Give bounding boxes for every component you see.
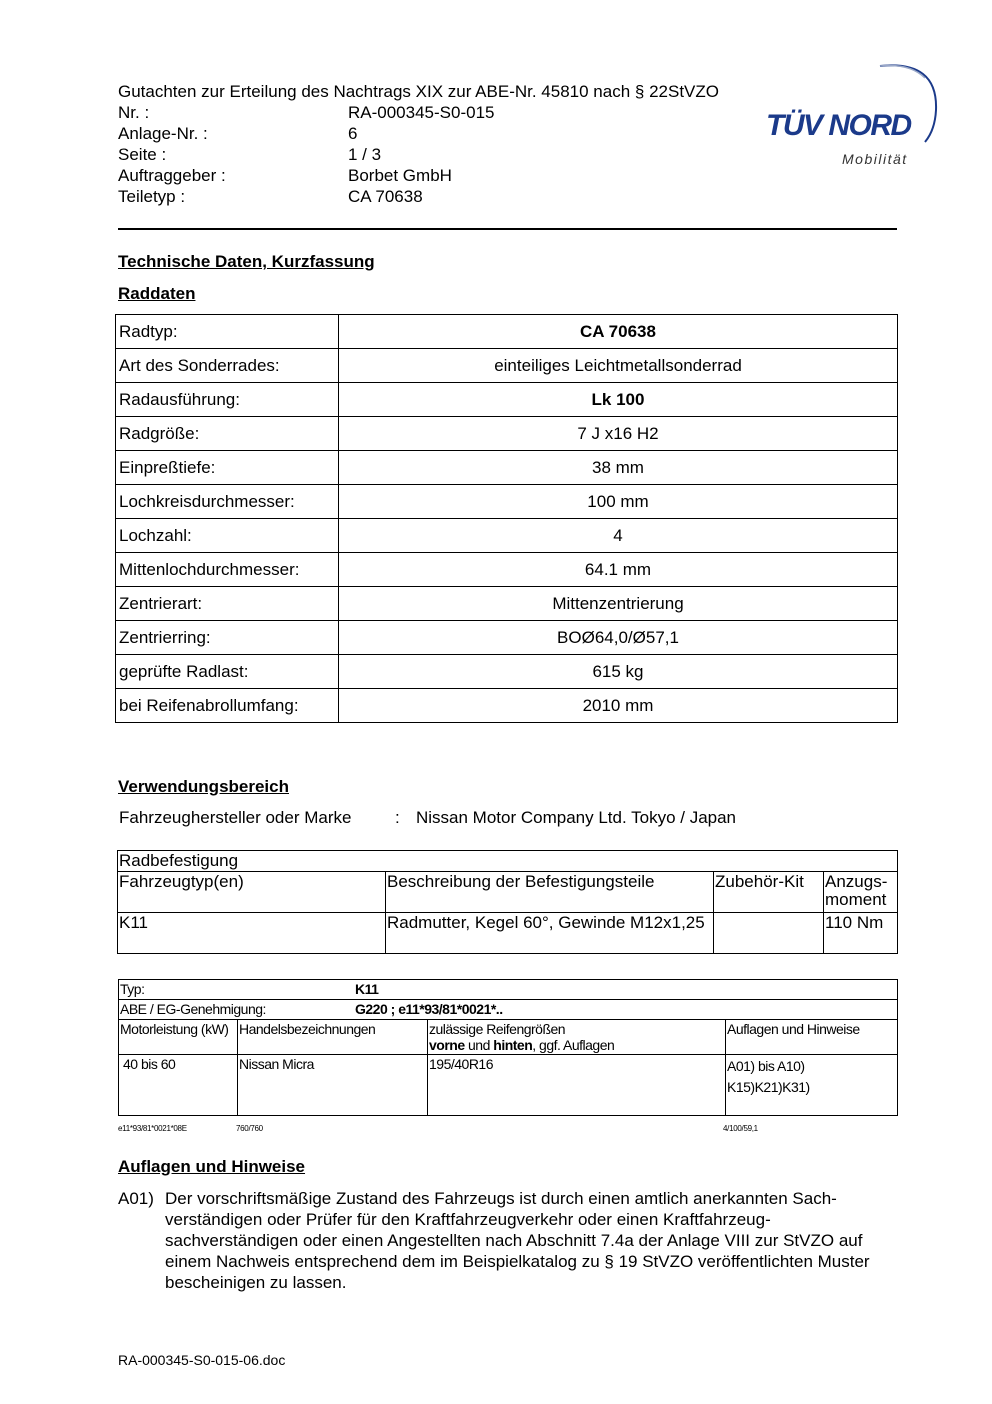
radbefestigung-title: Radbefestigung — [118, 851, 898, 872]
footer-filename: RA-000345-S0-015-06.doc — [118, 1352, 286, 1368]
code-lk: 4/100/59,1 — [723, 1124, 758, 1133]
table-row: Art des Sonderrades: einteiliges Leichtmetallsonderrad — [116, 349, 898, 383]
radbefestigung-table — [117, 850, 898, 954]
table-row: bei Reifenabrollumfang: 2010 mm — [116, 689, 898, 723]
table-row: Lochkreisdurchmesser: 100 mm — [116, 485, 898, 519]
header-field-nr: Nr. : RA-000345-S0-015 — [118, 103, 495, 122]
table-header-row: Fahrzeugtyp(en) Beschreibung der Befestigungsteile Zubehör-Kit Anzugs-moment — [118, 872, 898, 913]
table-row: Radtyp: CA 70638 — [116, 315, 898, 349]
typ-table — [118, 979, 898, 1116]
document-header — [118, 81, 818, 207]
logo-sub: Mobilität — [842, 151, 908, 167]
header-field-auftraggeber: Auftraggeber : Borbet GmbH — [118, 166, 452, 185]
fahrzeughersteller-line: Fahrzeughersteller oder Marke : Nissan Motor Company Ltd. Tokyo / Japan — [119, 808, 737, 827]
header-field-teiletyp: Teiletyp : CA 70638 — [118, 187, 423, 206]
table-row: Einpreßtiefe: 38 mm — [116, 451, 898, 485]
code-ec: e11*93/81*0021*08E — [118, 1124, 187, 1133]
table-row: K11 Radmutter, Kegel 60°, Gewinde M12x1,25 110 Nm — [118, 913, 898, 954]
tuev-nord-logo — [760, 60, 945, 170]
abe-row: ABE / EG-Genehmigung: G220 ; e11*93/81*0021*.. — [119, 1000, 898, 1020]
table-row: Radausführung: Lk 100 — [116, 383, 898, 417]
code-mass: 760/760 — [236, 1124, 263, 1133]
table-row: 40 bis 60 Nissan Micra 195/40R16 A01) bis A10) K15)K21)K31) — [119, 1055, 898, 1116]
table-header-row: Motorleistung (kW) Handelsbezeichnungen zulässige Reifengrößen vorne und hinten, ggf. Auflagen Auflagen und Hinweise — [119, 1020, 898, 1055]
table-row: Zentrierart: Mittenzentrierung — [116, 587, 898, 621]
logo-brand: TÜV NORD — [766, 109, 911, 142]
header-divider — [118, 228, 897, 230]
table-row: Mittenlochdurchmesser: 64.1 mm — [116, 553, 898, 587]
document-title: Gutachten zur Erteilung des Nachtrags XIX zur ABE-Nr. 45810 nach § 22StVZO — [118, 82, 719, 101]
section-auflagen: Auflagen und Hinweise — [118, 1157, 306, 1176]
raddaten-table — [115, 314, 898, 723]
table-row: geprüfte Radlast: 615 kg — [116, 655, 898, 689]
auflage-a01: A01) Der vorschriftsmäßige Zustand des Fahrzeugs ist durch einen amtlich anerkannten Sach-verständigen oder Prüfer für den Kraftfahrzeugverkehr oder einen Kraftfahrzeug-sachverständigen oder einen Angestellten nach Abschnitt 7.4a der Anlage VIII zur StVZO auf einem Nachweis entsprechend dem im Beispielkatalog zu § 19 StVZO veröffentlichten Muster bescheinigen zu lassen. — [118, 1189, 870, 1292]
header-field-anlage: Anlage-Nr. : 6 — [118, 124, 358, 143]
table-row: Zentrierring: BOØ64,0/Ø57,1 — [116, 621, 898, 655]
table-row: Radgröße: 7 J x16 H2 — [116, 417, 898, 451]
typ-row: Typ: K11 — [119, 980, 898, 1000]
section-technische-daten: Technische Daten, Kurzfassung — [118, 252, 375, 271]
section-verwendungsbereich: Verwendungsbereich — [118, 777, 289, 796]
table-row: Lochzahl: 4 — [116, 519, 898, 553]
section-raddaten: Raddaten — [118, 284, 196, 303]
header-field-seite: Seite : 1 / 3 — [118, 145, 382, 164]
